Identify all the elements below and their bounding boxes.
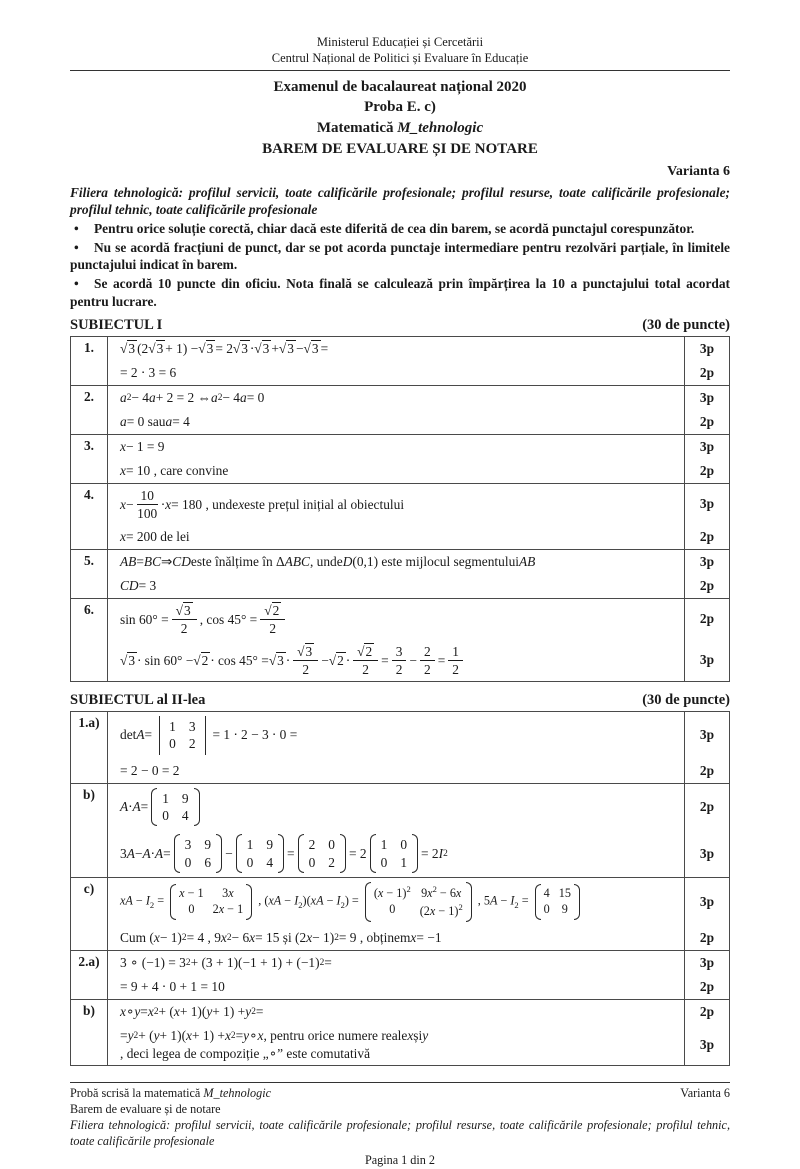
item-number: b) xyxy=(71,784,108,878)
section-1-title: SUBIECTUL I xyxy=(70,316,163,333)
table-row xyxy=(71,599,729,681)
item-number: 1. xyxy=(71,337,108,385)
footer-proba-prefix: Probă scrisă la matematică xyxy=(70,1085,204,1100)
points-badge: 3p xyxy=(684,435,729,459)
barem-title: BAREM DE EVALUARE ȘI DE NOTARE xyxy=(262,140,538,157)
rule-text: Pentru orice soluție corectă, chiar dacă este diferită de cea din barem, se acordă punctajul corespunzător. xyxy=(94,220,695,236)
solution-line: a = 0 sau a = 4 xyxy=(120,414,190,429)
section-2-header xyxy=(70,692,730,709)
points-badge: 3p xyxy=(684,640,729,681)
ministry-line: Ministerul Educației și Cercetării xyxy=(316,35,484,49)
item-number: 3. xyxy=(71,435,108,483)
points-badge: 2p xyxy=(684,1000,729,1024)
solution-line: = 2 ⋅ 3 = 6 xyxy=(120,365,177,380)
variant-label: Varianta 6 xyxy=(667,164,730,180)
bullet-icon: • xyxy=(74,240,79,256)
solution-line: = 2 − 0 = 2 xyxy=(120,762,180,778)
solution-line: CD = 3 xyxy=(120,578,157,593)
solution-line: A ⋅ A = 1 9 0 4 xyxy=(108,784,684,831)
subject-profile: M_tehnologic xyxy=(397,119,484,136)
solution-line: xA − $I_2$ = x − 1 3x 0 2x − 1 , $(xA - I_2)(xA - I_2)$ = $(x - 1)^2$ $9x^2 - 6x$ 0 $(2x - 1)^2$ , $5A - I_2$ = 4 15 0 9 xyxy=(108,878,684,926)
proba-title: Proba E. c) xyxy=(364,99,436,116)
section-2-points: (30 de puncte) xyxy=(642,691,730,708)
rule-item xyxy=(70,239,730,273)
points-badge: 2p xyxy=(684,574,729,598)
points-badge: 2p xyxy=(684,361,729,385)
bullet-icon: • xyxy=(74,220,79,236)
rule-item xyxy=(70,220,730,237)
table-row xyxy=(71,1000,729,1065)
ministry-header xyxy=(70,34,730,67)
solution-line: = 9 + 4 ⋅ 0 + 1 = 10 xyxy=(120,979,225,995)
solution-line: x − 1 = 9 xyxy=(120,439,165,454)
solution-line: x = 10 , care convine xyxy=(120,463,229,478)
table-row xyxy=(71,951,729,1000)
points-badge: 2p xyxy=(684,459,729,483)
footer-proba xyxy=(70,1086,271,1102)
subject-prefix: Matematică xyxy=(316,119,398,136)
solution-line: sin 60° = √3 2 , cos 45° = √2 2 xyxy=(108,599,684,640)
solution-line: 3 ∘ (−1) = 3 2 + (3 + 1)(−1 + 1) + (−1) 2 = xyxy=(120,955,332,971)
table-row xyxy=(71,337,729,386)
rule-text: Se acordă 10 puncte din oficiu. Nota finală se calculează prin împărțirea la 10 a punctajului total acordat pentru lucrare. xyxy=(70,276,730,309)
footer-filiera: Filiera tehnologică: profilul servicii, toate calificările profesionale; profilul resurse, toate calificările profesionale; profilul tehnic, toate calificările profesionale xyxy=(70,1117,730,1148)
filiera-paragraph: Filiera tehnologică: profilul servicii, toate calificările profesionale; profilul resurse, toate calificările profesionale; profilul tehnic, toate calificările profesionale xyxy=(70,185,730,217)
points-badge: 3p xyxy=(684,484,729,525)
points-badge: 2p xyxy=(684,599,729,640)
solution-line: x ∘ y = x 2 + ( x + 1)( y + 1) + y 2 = xyxy=(120,1004,264,1020)
table-row xyxy=(71,712,729,784)
solution-line: a 2 − 4 a + 2 = 2 ⇔ a 2 − 4 a = 0 xyxy=(120,390,265,405)
points-badge: 3p xyxy=(684,1024,729,1065)
footer-proba-profile: M_tehnologic xyxy=(203,1085,272,1100)
center-line: Centrul Național de Politici și Evaluare în Educație xyxy=(271,51,529,66)
solution-line: x = 200 de lei xyxy=(120,529,190,544)
item-number: 1.a) xyxy=(71,712,108,783)
item-number: 2. xyxy=(71,386,108,434)
table-row xyxy=(71,484,729,550)
points-badge: 2p xyxy=(684,926,729,950)
points-badge: 2p xyxy=(684,784,729,831)
points-badge: 2p xyxy=(684,525,729,549)
bullet-icon: • xyxy=(74,276,79,292)
page-footer xyxy=(70,1082,730,1169)
rules-list xyxy=(70,220,730,310)
table-row xyxy=(71,435,729,484)
exam-title: Examenul de bacalaureat național 2020 xyxy=(273,78,527,95)
table-row xyxy=(71,878,729,951)
points-badge: 2p xyxy=(684,759,729,783)
solution-line: 3 A − A ⋅ A = 3 9 0 6 − 1 9 0 4 = 2 0 0 2 = 2 1 0 0 1 = 2 I 2 xyxy=(108,830,684,877)
header-rule xyxy=(70,70,730,71)
section-1-points: (30 de puncte) xyxy=(642,316,730,333)
solution-line: √3 (2 √3 + 1) − √3 = 2 √3 ⋅ √3 + √3 − √3 = xyxy=(120,341,329,356)
points-badge: 3p xyxy=(684,337,729,361)
points-badge: 2p xyxy=(684,975,729,999)
solution-line: x − 10 100 ⋅ x = 180 , unde x este prețul inițial al obiectului xyxy=(120,487,405,521)
subject-title xyxy=(70,118,730,139)
table-row xyxy=(71,550,729,599)
solution-line: AB = BC ⇒ CD este înălțime în Δ ABC , unde D (0,1) este mijlocul segmentului AB xyxy=(120,554,536,569)
grading-table-subiect-2 xyxy=(70,711,730,1066)
section-2-title: SUBIECTUL al II-lea xyxy=(70,691,206,708)
solution-line: √3 ⋅ sin 60° − √2 ⋅ cos 45° = √3 ⋅ √3 2 − √2 ⋅ √2 2 = 3 2 − 2 2 = 1 2 xyxy=(108,640,684,681)
item-number: 5. xyxy=(71,550,108,598)
item-number: 4. xyxy=(71,484,108,549)
footer-variant: Varianta 6 xyxy=(680,1085,730,1100)
points-badge: 3p xyxy=(684,550,729,574)
solution-line: det A = 1 3 0 2 = 1 ⋅ 2 − 3 ⋅ 0 = xyxy=(108,712,684,759)
rule-text: Nu se acordă fracțiuni de punct, dar se pot acorda punctaje intermediare pentru rezolvări parțiale, în limitele punctajului indicat în barem. xyxy=(70,240,730,273)
rule-item xyxy=(70,275,730,309)
points-badge: 3p xyxy=(684,830,729,877)
section-1-header xyxy=(70,317,730,334)
item-number: 6. xyxy=(71,599,108,681)
table-row xyxy=(71,784,729,879)
points-badge: 3p xyxy=(684,386,729,410)
item-number: c) xyxy=(71,878,108,950)
points-badge: 3p xyxy=(684,712,729,759)
footer-barem: Barem de evaluare și de notare xyxy=(70,1101,221,1116)
points-badge: 3p xyxy=(684,878,729,926)
points-badge: 3p xyxy=(684,951,729,975)
solution-line: Cum ( x − 1) 2 = 4 , 9 x 2 − 6 x = 15 și (2 x − 1) 2 = 9 , obținem x = −1 xyxy=(120,930,442,946)
item-number: b) xyxy=(71,1000,108,1065)
table-row xyxy=(71,386,729,435)
solution-line: = y 2 + ( y + 1)( x + 1) + x 2 = y ∘ x , pentru orice numere reale x și y , deci legea de compoziție „∘” este comutativă xyxy=(120,1028,429,1061)
grading-table-subiect-1 xyxy=(70,336,730,682)
page-number: Pagina 1 din 2 xyxy=(364,1153,436,1168)
item-number: 2.a) xyxy=(71,951,108,999)
points-badge: 2p xyxy=(684,410,729,434)
